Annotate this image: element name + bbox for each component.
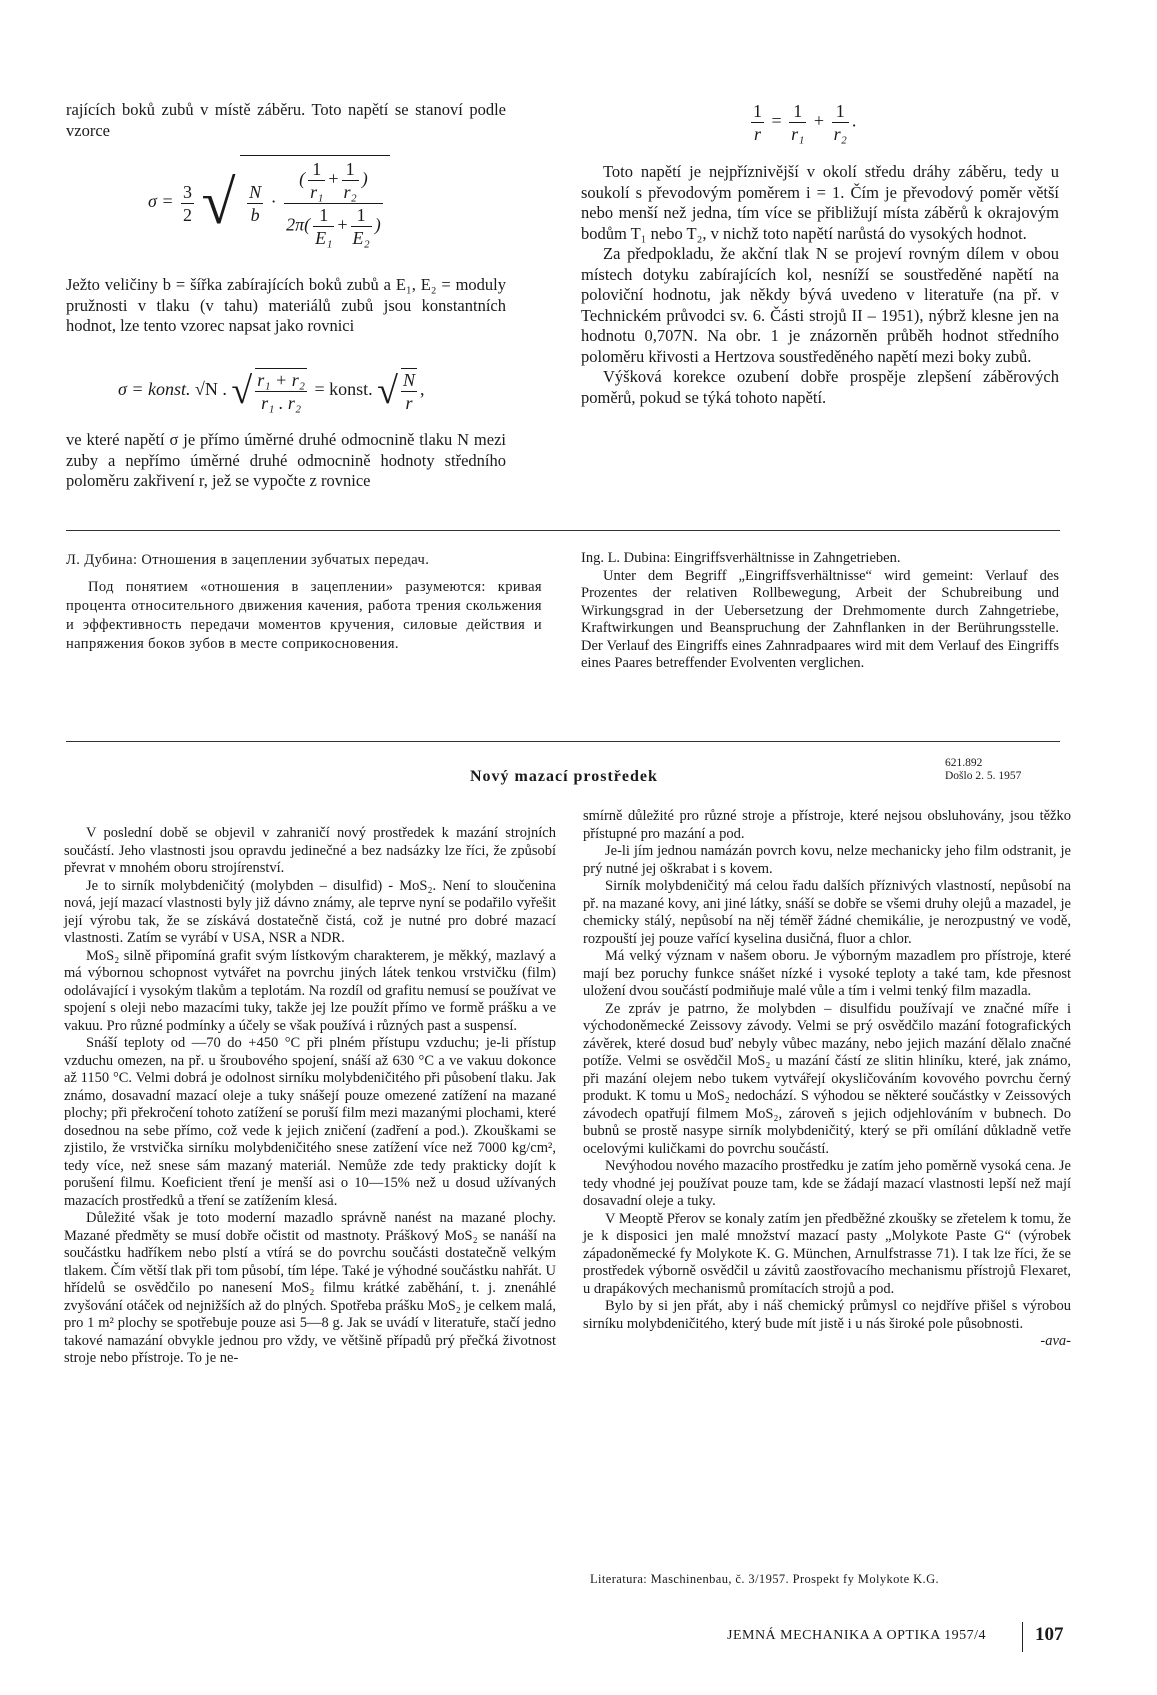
formula-lhs: σ =: [148, 191, 174, 212]
text-paragraph: Důležité však je toto moderní mazadlo správně nanést na mazané plochy. Mazané předměty se musí dobře očistit od mastnoty. Práškový MoS₂ se nanáší na součástku hadříkem nebo plstí a vtírá se do povrchu součásti dostatečně velkým tlakem. Čím větší tlak při tom působí, tím lépe. Také je výhodné součástku nahřát. U hřídelů se osvědčilo po nanesení MoS₂ filmu krátké zaběhání, t. j. znenáhlé zvyšování otáček od nejnižších až do plných. Spotřeba prášku MoS₂ je celkem malá, pro 1 m² plochy se spotřebuje pouze asi 5—8 g. Jak se uvádí v literatuře, stačí jedno takové namazání obvykle jednou pro vždy, ve většině případů prý přečká životnost stroje nebo přístroje. To je ne-: [64, 1210, 556, 1366]
formula-fraction: ( $\frac{1}{\text{r₁}}$ + $\frac{1}{\text{r₂}}$ ) 2π( $\frac{1}{\text{E₁}}$ + $\frac{1}{\text{E₂}}$ ): [286, 159, 381, 248]
upper-left-col-3: [66, 430, 506, 492]
section-divider: [66, 741, 1060, 742]
text-paragraph: V Meoptě Přerov se konaly zatím jen předběžné zkoušky se zřetelem k tomu, že je k disposici jen malé množství mazací pasty „Molykote Paste G“ (výrobek západoněmecké fy Molykote K. G. München, Arnulfstrasse 71). I tak lze říci, že se prostředek výborně osvědčil u závitů zaostřovacího mechanismu přístrojů Flexaret, u drapákových mechanismů promítacích strojů a pod.: [583, 1210, 1071, 1297]
text-paragraph: Je-li jím jednou namázán povrch kovu, nelze mechanicky jeho film odstranit, je prý nutné jej oškrabat i s kovem.: [583, 843, 1071, 877]
upper-right-col: [581, 162, 1059, 408]
text-paragraph: ve které napětí σ je přímo úměrné druhé odmocnině tlaku N mezi zuby a nepřímo úměrné druhé odmocnině hodnoty středního poloměru zakřivení r, jež se vypočte z rovnice: [66, 430, 506, 490]
text-paragraph: rajících boků zubů v místě záběru. Toto napětí se stanoví podle vzorce: [66, 100, 506, 140]
abstract-body: Под понятием «отношения в зацеплении» разумеются: кривая процента относительного движения качения, работа трения скольжения и эффективность передачи моментов кручения, силовые действия и напряжения боков зубов в месте соприкосновения.: [66, 579, 542, 652]
formula-sigma: σ = $\frac{3}{2}$ √ $\frac{N}{b}$ · ( $\frac{1}{\text{r₁}}$ + $\frac{1}{\text{r₂}}$ ) 2π( $\frac{1}{\text{E₁}}$ + $\frac{1}{\text{E₂}}$ ): [148, 155, 390, 251]
formula-radius: $\frac{1}{r}$ = $\frac{1}{\text{r₁}}$ + $\frac{1}{\text{r₂}}$ .: [753, 101, 857, 144]
abstract-title: Ing. L. Dubina: Eingriffsverhältnisse in Zahngetrieben.: [581, 550, 901, 566]
text-paragraph: Má velký význam v našem oboru. Je výborným mazadlem pro přístroje, které mají bez poruchy funkce snášet nízké i vysoké teploty a také tam, kde přesnost uložení dvou součástí podmiňuje malé vůle a tím i velmi tenký film mazadla.: [583, 948, 1071, 999]
literature-reference: Literatura: Maschinenbau, č. 3/1957. Prospekt fy Molykote K.G.: [590, 1572, 940, 1586]
udc-code: 621.892: [945, 757, 983, 769]
abstract-body: Unter dem Begriff „Eingriffsverhältnisse“ wird gemeint: Verlauf des Prozentes der relativen Rollbewegung, Arbeit der Schubreibung und Wirkungsgrad in der Uebersetzung der Drehmomente durch Zahngetriebe, Kraftwirkungen und Beanspruchung der Zahnflanken in der Berührungsstelle. Der Verlauf des Eingriffs eines Zahnradpaares wird mit dem Verlauf des Eingriffs eines Paares betreffender Evolventen verglichen.: [581, 567, 1059, 671]
formula-sigma-const: σ = konst. √N . √ $\frac{\text{r₁ + r₂}}{\text{r₁ . r₂}}$ = konst. √ $\frac{N}{r}$ ,: [118, 370, 425, 413]
upper-left-col-2: [66, 275, 506, 337]
formula-fraction: $\frac{3}{2}$: [183, 181, 193, 225]
abstract-german: [581, 550, 1059, 673]
abstract-title: Л. Дубина: Отношения в зацеплении зубчатых передач.: [66, 552, 430, 568]
article-right-col: [583, 808, 1071, 1351]
page-number: 107: [1035, 1624, 1064, 1645]
text-paragraph: Výšková korekce ozubení dobře prospěje zlepšení záběrových poměrů, pokud se týká tohoto napětí.: [581, 367, 1059, 407]
text-paragraph: Za předpokladu, že akční tlak N se projeví rovným dílem v obou místech dotyku zabírajících kol, nesníží se soustředěné napětí na poloviční hodnotu, jak někdy bývá uvedeno v literatuře (na př. v Technickém průvodci sv. 6. Části strojů II – 1951), nýbrž klesne jen na hodnotu 0,707N. Na obr. 1 je znázorněn průběh hodnot středního poloměru křivosti a Hertzova soustředěného napětí mezi boky zubů.: [581, 244, 1059, 366]
text-paragraph: Ze zpráv je patrno, že molybden – disulfidu používají ve značné míře i východoněmecké Zeissovy závody. Velmi se prý osvědčilo mazání fotografických závěrek, které dosud buď nebyly vůbec mazány, nebo jejich mazání dělalo značné potíže. Velmi se osvědčil MoS₂ u mazání částí ze slitin hliníku, které, jak známo, při mazání olejem nebo tukem vytvářejí okysličováním kovového povrchu černý produkt. K tomu u MoS₂ nedochází. S výhodou se některé součástky v Zeissových závodech opatřují filmem MoS₂, zároveň s jejich odjehlováním v bubnech. Do bubnů se prostě nasype sirník molybdeničitý, který se při omílání důkladně vetře ocelovými kuličkami do povrchu součástí.: [583, 1000, 1071, 1157]
text-paragraph: Ježto veličiny b = šířka zabírajících boků zubů a E₁, E₂ = moduly pružnosti v tlaku (v tahu) materiálů zubů jsou konstantních hodnot, lze tento vzorec napsat jako rovnici: [66, 275, 506, 335]
formula-fraction: $\frac{\text{r₁ + r₂}}{\text{r₁ . r₂}}$: [257, 370, 305, 413]
text-paragraph: V poslední době se objevil v zahraničí nový prostředek k mazání strojních součástí. Jeho vlastnosti jsou opravdu jedinečné a bez nadsázky lze říci, že způsobí převrat v mnohém oboru strojírenství.: [64, 825, 556, 876]
section-divider: [66, 530, 1060, 531]
formula-fraction: $\frac{N}{r}$: [402, 370, 415, 413]
formula-fraction: $\frac{N}{b}$: [249, 182, 262, 225]
text-paragraph: Sirník molybdeničitý má celou řadu dalších příznivých vlastností, nepůsobí na př. na mazané kovy, ani jiné látky, snáší se dobře se všemi druhy olejů a mazadel, je chemicky stálý, nepůsobí na něj téměř žádné chemikálie, je nerozpustný ve vodě, rozpouští jej pouze vařící kyselina dusičná, fluor a chlor.: [583, 878, 1071, 947]
text-paragraph: Snáší teploty od —70 do +450 °C při plném přístupu vzduchu; je-li přístup vzduchu omezen, na př. u šroubového spojení, snáší až 630 °C a ve vakuu dokonce až 1150 °C. Velmi dobrá je odolnost sirníku molybdeničitého při působení tlaku. Jak známo, dosavadní mazací oleje a tuky snášejí pouze omezené zatížení na mazané plochy; při překročení tohoto zatížení se poruší film mezi mazanými plochami, které dosednou na sebe přímo, což vede k jejich zničení (zadření a pod.). Zkouškami se zjistilo, že vrstvička sirníku molybdeničitého snese zatížení více než 7000 kg/cm², tedy více, než snese sám mazaný materiál. Nemůže zde tedy prakticky dojít k porušení filmu. Koeficient tření je menší asi o 10—15% než u dosud užívaných mazacích prostředků a tření se zatížením klesá.: [64, 1035, 556, 1209]
text-paragraph: Je to sirník molybdeničitý (molybden – disulfid) - MoS₂. Není to sloučenina nová, její mazací vlastnosti byly již dávno známy, ale teprve nyní se podařilo vyřešit její výrobu tak, že se získává dostatečně čistá, což je nutné pro dobré mazací vlastnosti. Zatím se vyrábí v USA, NSR a NDR.: [64, 877, 556, 946]
abstract-russian: [66, 551, 542, 654]
signature: -ava-: [1040, 1333, 1071, 1349]
received-date: Došlo 2. 5. 1957: [945, 770, 1022, 782]
article-left-col: [64, 825, 556, 1368]
journal-name: JEMNÁ MECHANIKA A OPTIKA 1957/4: [727, 1628, 986, 1643]
text-paragraph: Nevýhodou nového mazacího prostředku je zatím jeho poměrně vysoká cena. Je tedy vhodné jej používat pouze tam, kde se žádají mazací vlastnosti lepší než mají dosavadní oleje a tuky.: [583, 1158, 1071, 1209]
root-sign: √: [201, 169, 236, 237]
footer-divider: [1022, 1622, 1023, 1652]
upper-left-col: [66, 100, 506, 141]
text-paragraph: smírně důležité pro různé stroje a přístroje, které nejsou obsluhovány, jsou těžko přístupné pro mazání a pod.: [583, 808, 1071, 842]
text-paragraph: MoS₂ silně připomíná grafit svým lístkovým charakterem, je měkký, mazlavý a má výbornou schopnost vytvářet na povrchu jiných látek tenkou vrstvičku (film) odolávající i vysokým tlakům a teplotám. Na rozdíl od grafitu nemusí se používat ve spojení s oleji nebo mazacími tuky, takže jej lze použít přímo ve formě prášku a ve vakuu. Pro různé podmínky a účely se však používá i různých past a suspensí.: [64, 947, 556, 1034]
article-title: Nový mazací prostředek: [470, 768, 658, 785]
text-paragraph: Toto napětí je nejpříznivější v okolí středu dráhy záběru, tedy u soukolí s převodovým poměrem i = 1. Čím je převodový poměr větší nebo menší než jedna, tím více se přibližují místa záběrů k okrajovým bodům T₁ nebo T₂, v nichž toto napětí narůstá do vysokých hodnot.: [581, 162, 1059, 243]
text-paragraph: Bylo by si jen přát, aby i náš chemický průmysl co nejdříve přišel s výrobou sirníku molybdeničitého, který bude mít jistě i u nás široké pole působnosti.: [583, 1298, 1071, 1332]
